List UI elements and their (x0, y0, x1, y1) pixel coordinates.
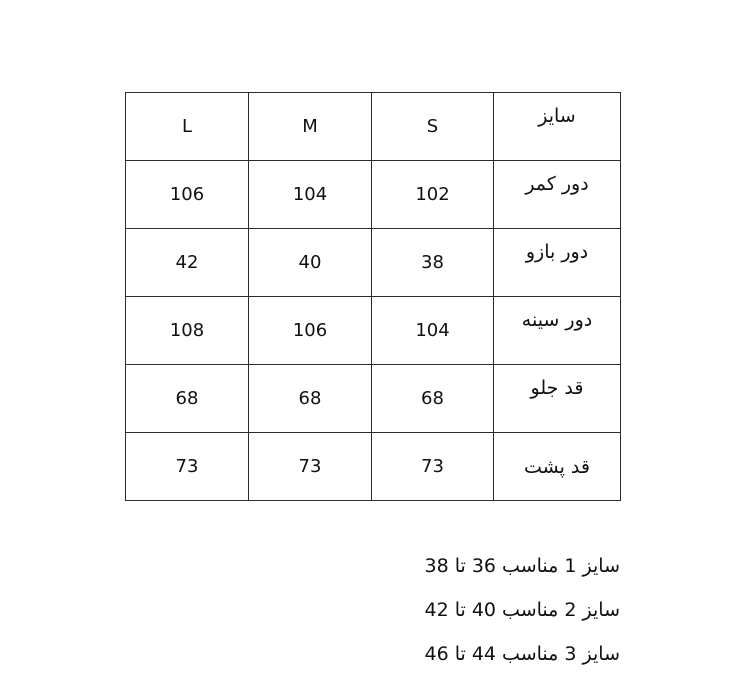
cell-back-length-m: 73 (249, 433, 372, 501)
size-chart-table (125, 92, 621, 501)
cell-chest-l: 108 (126, 297, 249, 365)
table-row (126, 433, 621, 501)
table-row (126, 229, 621, 297)
row-label-waist: دور کمر (494, 161, 621, 229)
row-label-chest: دور سینه (494, 297, 621, 365)
header-size-s: S (372, 93, 494, 161)
cell-back-length-s: 73 (372, 433, 494, 501)
cell-back-length-l: 73 (126, 433, 249, 501)
cell-arm-m: 40 (249, 229, 372, 297)
table-row (126, 161, 621, 229)
header-size-l: L (126, 93, 249, 161)
table-row (126, 297, 621, 365)
size-notes (424, 544, 620, 676)
cell-front-length-l: 68 (126, 365, 249, 433)
size-note: سایز 2 مناسب 40 تا 42 (424, 599, 620, 621)
size-note: سایز 1 مناسب 36 تا 38 (424, 555, 620, 577)
cell-arm-l: 42 (126, 229, 249, 297)
cell-waist-m: 104 (249, 161, 372, 229)
cell-waist-l: 106 (126, 161, 249, 229)
header-size-m: M (249, 93, 372, 161)
cell-waist-s: 102 (372, 161, 494, 229)
table-row (126, 365, 621, 433)
size-note: سایز 3 مناسب 44 تا 46 (424, 643, 620, 665)
row-label-back-length: قد پشت (494, 433, 621, 501)
cell-chest-s: 104 (372, 297, 494, 365)
cell-chest-m: 106 (249, 297, 372, 365)
cell-front-length-m: 68 (249, 365, 372, 433)
header-size-label: سایز (494, 93, 621, 161)
row-label-front-length: قد جلو (494, 365, 621, 433)
cell-front-length-s: 68 (372, 365, 494, 433)
row-label-arm: دور بازو (494, 229, 621, 297)
table-header-row (126, 93, 621, 161)
cell-arm-s: 38 (372, 229, 494, 297)
